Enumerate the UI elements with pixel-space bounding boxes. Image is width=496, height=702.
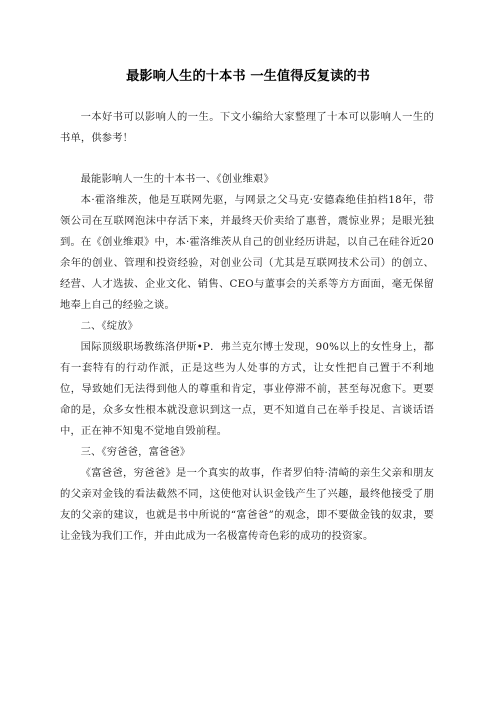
spacer <box>60 149 434 169</box>
section-1-body: 本·霍洛维茨，他是互联网先驱，与网景之父马克·安德森绝佳拍档18年，带领公司在互联网泡沫中存活下来，并最终天价卖给了惠普，震惊业界；是眼光独到。在《创业维艰》中，本·霍洛维茨从自己的创业经历讲起，以自己在硅谷近20余年的创业、管理和投资经验，对创业公司（尤其是互联网技术公司）的创立、经营、人才选拔、企业文化、销售、CEO与董事会的关系等方方面面，毫无保留地奉上自己的经验之谈。 <box>60 194 434 311</box>
section-2-body: 国际顶级职场教练洛伊斯•P．弗兰克尔博士发现，90%以上的女性身上，都有一套特有的行动作派，正是这些为人处事的方式，让女性把自己置于不利地位，导致她们无法得到他人的尊重和肯定，事业停滞不前，甚至每况愈下。更要命的是，众多女性根本就没意识到这一点，更不知道自己在举手投足、言谈话语中，正在神不知鬼不觉地自毁前程。 <box>60 341 434 437</box>
section-2-heading: 二、《绽放》 <box>80 320 139 332</box>
document-title: 最影响人生的十本书 一生值得反复读的书 <box>126 69 370 84</box>
document-body <box>60 107 434 547</box>
section-3-body: 《富爸爸，穷爸爸》是一个真实的故事，作者罗伯特·清崎的亲生父亲和朋友的父亲对金钱的看法截然不同，这使他对认识金钱产生了兴趣，最终他接受了朋友的父亲的建议，也就是书中所说的“富爸爸”的观念，即不要做金钱的奴隶，要让金钱为我们工作，并由此成为一名极富传奇色彩的成功的投资家。 <box>60 467 434 542</box>
section-3-heading: 三、《穷爸爸，富爸爸》 <box>80 446 191 458</box>
intro-paragraph: 一本好书可以影响人的一生。下文小编给大家整理了十本可以影响人一生的书单，供参考！ <box>60 111 434 144</box>
section-1-heading: 最能影响人一生的十本书一、《创业维艰》 <box>80 173 274 185</box>
